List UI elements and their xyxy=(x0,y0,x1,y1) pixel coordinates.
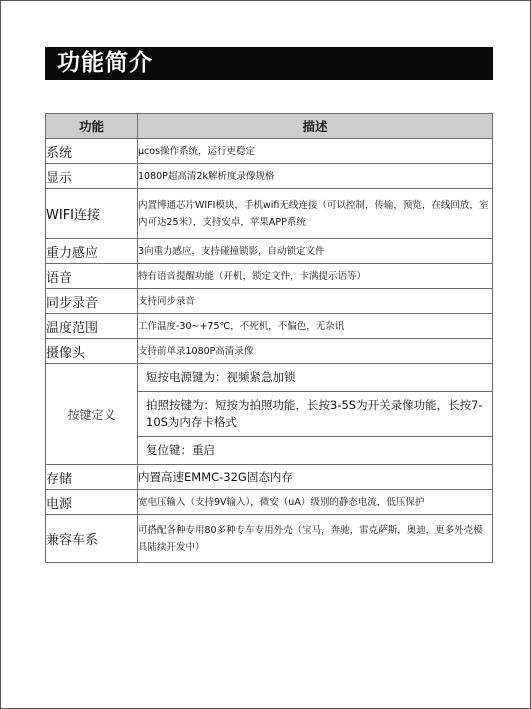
feature-cell: 兼容车系 xyxy=(46,515,138,563)
description-cell: 特有语音提醒功能（开机，锁定文件，卡满提示语等） xyxy=(138,264,493,289)
feature-cell: 重力感应 xyxy=(46,239,138,264)
description-cell: 3向重力感应，支持碰撞锁影，自动锁定文件 xyxy=(138,239,493,264)
table-row xyxy=(46,490,493,515)
table-row xyxy=(46,314,493,339)
description-cell: 可搭配各种专用80多种专车专用外壳（宝马，奔驰，雷克萨斯，奥迪，更多外壳模具陆续开发中） xyxy=(138,515,493,563)
header-feature: 功能 xyxy=(46,114,138,139)
table-row xyxy=(46,465,493,490)
table-row xyxy=(46,189,493,239)
description-cell: μcos操作系统，运行更稳定 xyxy=(138,139,493,164)
feature-cell: 温度范围 xyxy=(46,314,138,339)
description-cell: 1080P超高清2k解析度录像规格 xyxy=(138,164,493,189)
feature-cell: 系统 xyxy=(46,139,138,164)
table-row xyxy=(46,364,493,465)
feature-cell: 语音 xyxy=(46,264,138,289)
feature-cell: 电源 xyxy=(46,490,138,515)
feature-cell: 同步录音 xyxy=(46,289,138,314)
table-header-row xyxy=(46,114,493,139)
table-row xyxy=(46,139,493,164)
table-row xyxy=(46,339,493,364)
feature-table xyxy=(45,113,493,563)
feature-cell: WIFI连接 xyxy=(46,189,138,239)
description-cell: 工作温度-30~+75℃，不死机，不偏色，无杂讯 xyxy=(138,314,493,339)
table-row xyxy=(46,239,493,264)
table-row xyxy=(46,264,493,289)
table-row xyxy=(46,164,493,189)
feature-cell: 摄像头 xyxy=(46,339,138,364)
description-cell: 支持前单录1080P高清录像 xyxy=(138,339,493,364)
description-cell: 内置高速EMMC-32G固态内存 xyxy=(138,465,493,490)
table-row xyxy=(46,515,493,563)
button-definition-item: 复位键：重启 xyxy=(146,443,215,457)
description-cell: 支持同步录音 xyxy=(138,289,493,314)
button-definition-item: 拍照按键为：短按为拍照功能，长按3-5S为开关录像功能，长按7-10S为内存卡格式 xyxy=(138,392,492,437)
description-cell xyxy=(138,364,493,465)
description-cell: 宽电压输入（支持9V输入），微安（uA）级别的静态电流，低压保护 xyxy=(138,490,493,515)
feature-cell: 按键定义 xyxy=(46,364,138,465)
feature-cell: 存储 xyxy=(46,465,138,490)
button-definition-item: 短按电源键为：视频紧急加锁 xyxy=(138,364,492,392)
header-description: 描述 xyxy=(138,114,493,139)
feature-cell: 显示 xyxy=(46,164,138,189)
table-row xyxy=(46,289,493,314)
description-cell: 内置博通芯片WIFI模块，手机wifi无线连接（可以控制，传输，预览，在线回放，室内可达25米），支持安卓，苹果APP系统 xyxy=(138,189,493,239)
page-title: 功能简介 xyxy=(45,47,493,80)
